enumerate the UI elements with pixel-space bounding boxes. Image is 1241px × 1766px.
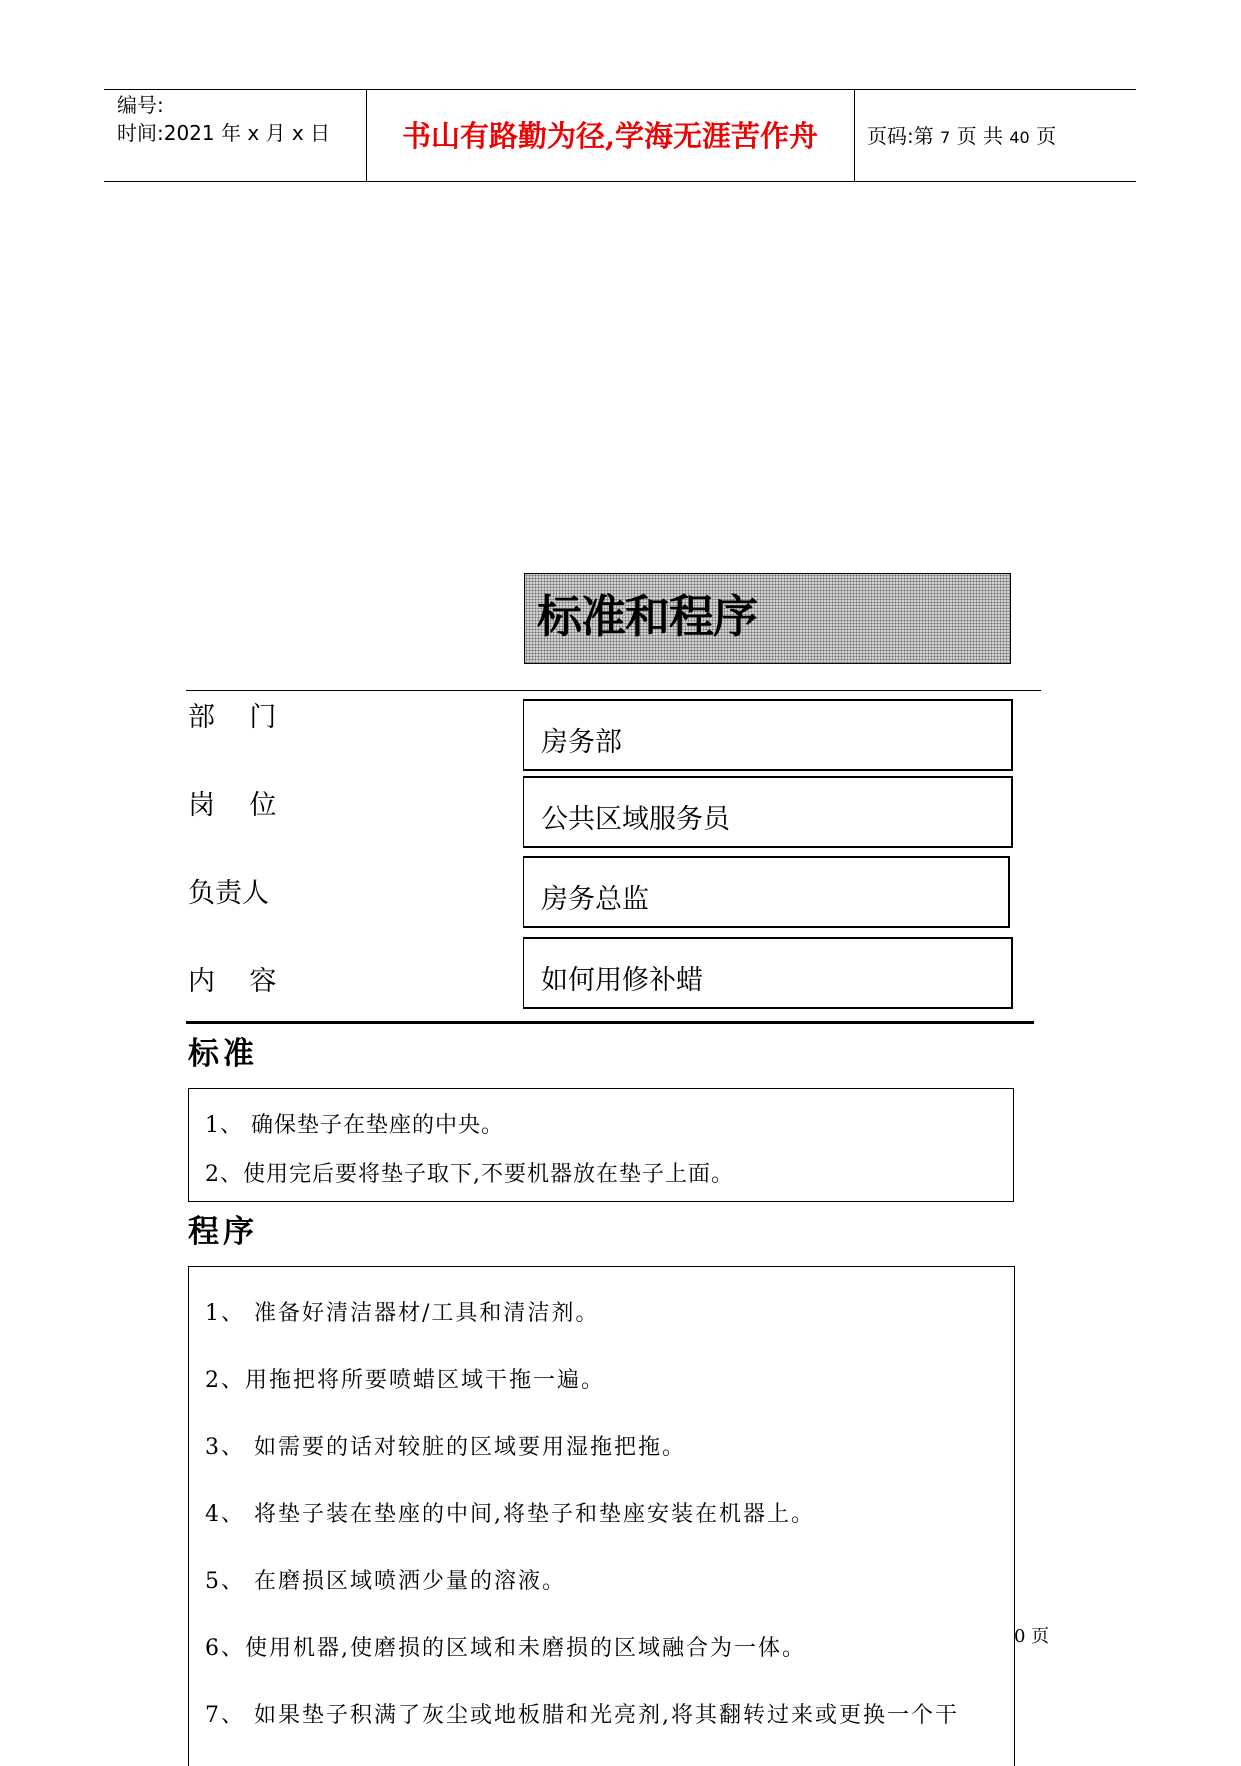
position-label: 岗 位 <box>188 790 277 821</box>
header-divider <box>854 89 855 181</box>
procedure-item: 2、用拖把将所要喷蜡区域干拖一遍。 <box>205 1368 605 1393</box>
page-title: 标准和程序 <box>537 590 758 643</box>
procedure-item: 3、 如需要的话对较脏的区域要用湿拖把拖。 <box>205 1435 686 1460</box>
page-prefix: 页码:第 <box>867 124 941 148</box>
info-separator <box>186 1021 1034 1024</box>
header-motto: 书山有路勤为径,学海无涯苦作舟 <box>401 119 819 153</box>
responsible-value: 房务总监 <box>541 884 649 915</box>
document-time-label: 时间:2021 年 x 月 x 日 <box>117 121 331 145</box>
document-number-label: 编号: <box>117 93 164 117</box>
standard-item: 2、使用完后要将垫子取下,不要机器放在垫子上面。 <box>205 1162 734 1187</box>
page-middle: 页 共 <box>950 124 1010 148</box>
content-value: 如何用修补蜡 <box>541 965 703 996</box>
page-total: 40 <box>1009 128 1030 147</box>
title-separator <box>186 690 1041 691</box>
procedure-heading: 程序 <box>188 1214 258 1250</box>
department-value: 房务部 <box>541 727 622 758</box>
standard-box <box>188 1088 1014 1202</box>
procedure-item: 4、 将垫子装在垫座的中间,将垫子和垫座安装在机器上。 <box>205 1502 815 1527</box>
page-suffix: 页 <box>1029 124 1057 148</box>
page-number <box>867 123 1056 151</box>
standard-heading: 标准 <box>188 1036 258 1072</box>
title-box <box>524 573 1011 664</box>
position-value: 公共区域服务员 <box>541 804 730 835</box>
procedure-item: 5、 在磨损区域喷洒少量的溶液。 <box>205 1569 566 1594</box>
page-current: 7 <box>940 128 951 147</box>
position-field <box>523 776 1013 848</box>
responsible-field <box>523 856 1010 928</box>
page-footer-fragment: 0 页 <box>1014 1626 1050 1647</box>
procedure-item: 7、 如果垫子积满了灰尘或地板腊和光亮剂,将其翻转过来或更换一个干 <box>205 1703 959 1728</box>
header-top-rule <box>104 89 1136 90</box>
procedure-box <box>188 1266 1015 1766</box>
standard-item: 1、 确保垫子在垫座的中央。 <box>205 1113 504 1138</box>
department-field <box>523 699 1013 771</box>
content-field <box>523 937 1013 1009</box>
responsible-label: 负责人 <box>188 878 269 909</box>
content-label: 内 容 <box>188 966 277 997</box>
procedure-item: 1、 准备好清洁器材/工具和清洁剂。 <box>205 1301 600 1326</box>
procedure-item: 6、使用机器,使磨损的区域和未磨损的区域融合为一体。 <box>205 1636 806 1661</box>
header-bottom-rule <box>104 181 1136 182</box>
department-label: 部 门 <box>188 702 277 733</box>
